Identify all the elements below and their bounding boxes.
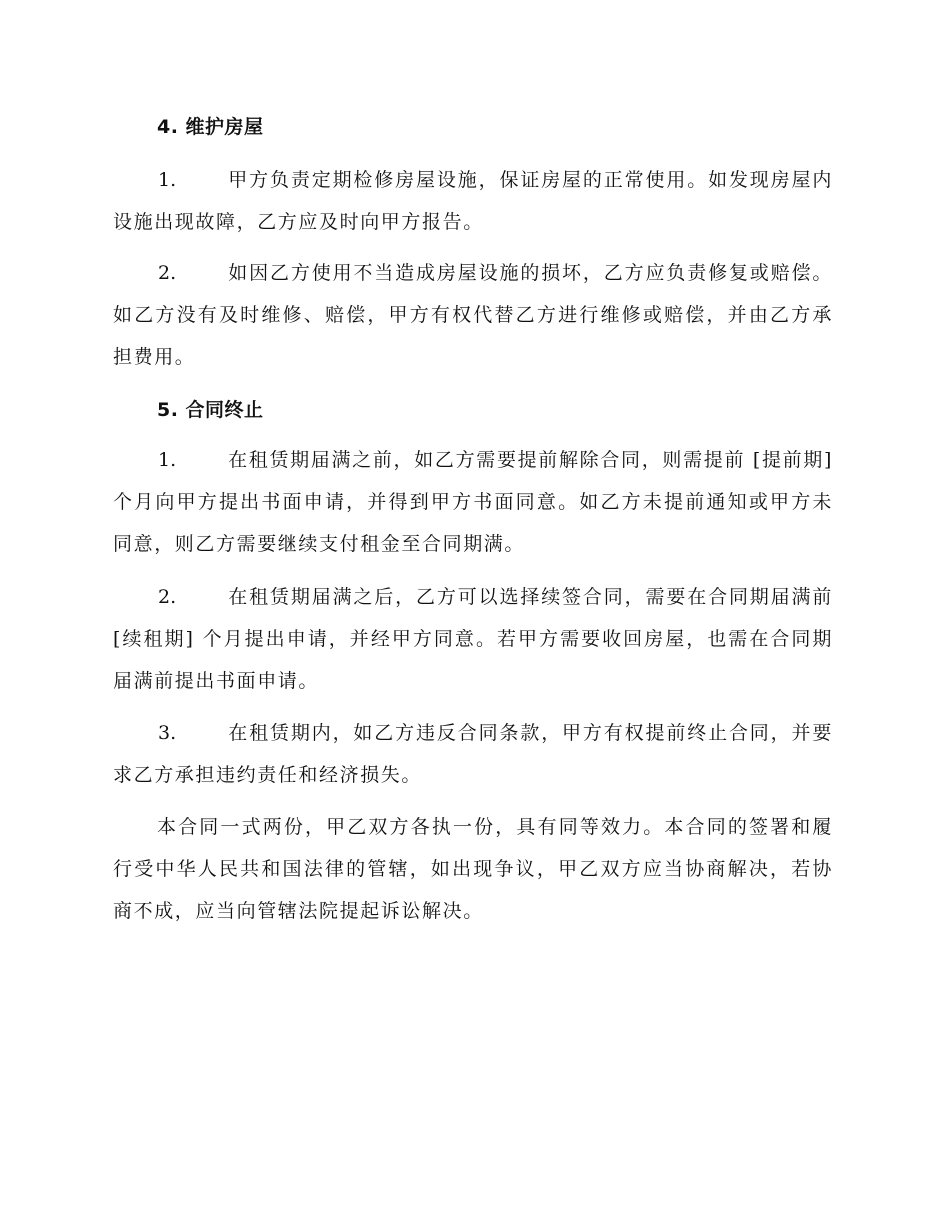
clause-text: 甲方负责定期检修房屋设施，保证房屋的正常使用。如发现房屋内设施出现故障，乙方应及时向甲方报告。 — [113, 169, 833, 233]
clause-text: 如因乙方使用不当造成房屋设施的损坏，乙方应负责修复或赔偿。如乙方没有及时维修、赔偿，甲方有权代替乙方进行维修或赔偿，并由乙方承担费用。 — [113, 262, 833, 368]
clause-item — [113, 439, 833, 565]
closing-paragraph: 本合同一式两份，甲乙双方各执一份，具有同等效力。本合同的签署和履行受中华人民共和国法律的管辖，如出现争议，甲乙双方应当协商解决，若协商不成，应当向管辖法院提起诉讼解决。 — [113, 816, 833, 922]
clause-number: 1. — [158, 169, 177, 191]
clause-text: 在租赁期届满之前，如乙方需要提前解除合同，则需提前 [提前期] 个月向甲方提出书面申请，并得到甲方书面同意。如乙方未提前通知或甲方未同意，则乙方需要继续支付租金至合同期满。 — [113, 449, 833, 555]
clause-item — [113, 712, 833, 796]
clause-item — [113, 159, 833, 243]
clause-text: 在租赁期届满之后，乙方可以选择续签合同，需要在合同期届满前 [续租期] 个月提出申请，并经甲方同意。若甲方需要收回房屋，也需在合同期届满前提出书面申请。 — [113, 586, 833, 692]
section-heading-termination: 5. 合同终止 — [157, 399, 264, 421]
clause-text: 在租赁期内，如乙方违反合同条款，甲方有权提前终止合同，并要求乙方承担违约责任和经济损失。 — [113, 722, 833, 786]
clause-item — [113, 576, 833, 702]
clause-number: 2. — [158, 262, 177, 284]
clause-number: 2. — [158, 586, 177, 608]
clause-number: 3. — [158, 722, 177, 744]
section-heading-maintenance: 4. 维护房屋 — [157, 116, 264, 138]
clause-item — [113, 252, 833, 378]
clause-number: 1. — [158, 449, 177, 471]
